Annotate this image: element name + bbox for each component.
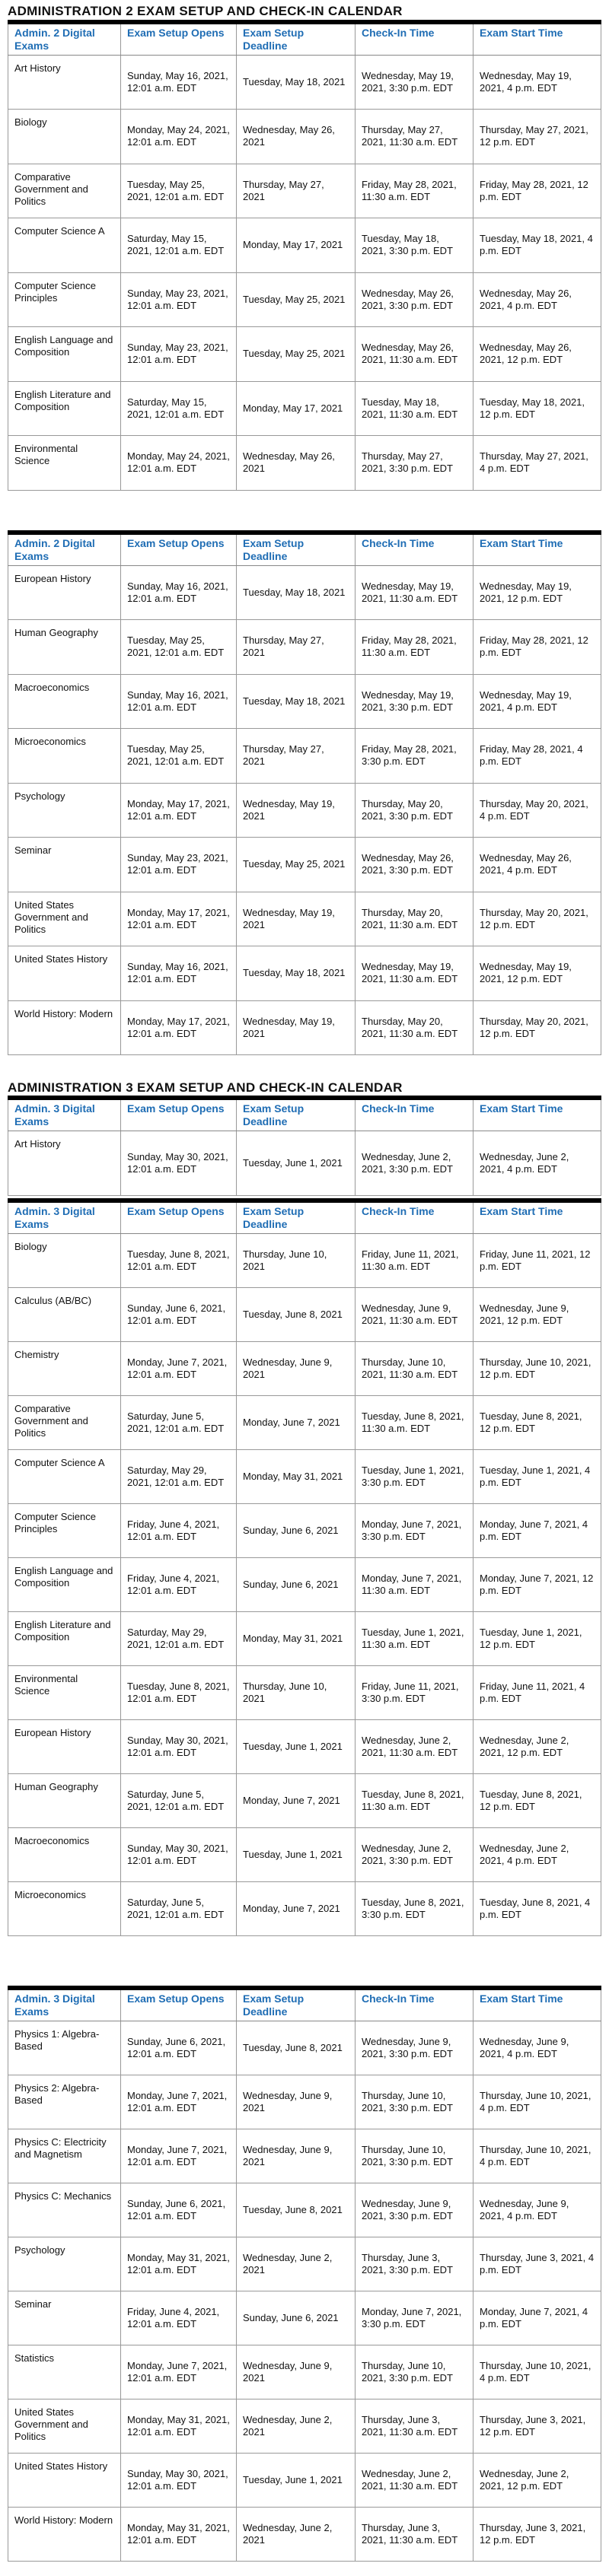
cell-exam-name: Microeconomics <box>8 1881 121 1935</box>
cell-start-time: Thursday, June 10, 2021, 4 p.m. EDT <box>473 2075 601 2129</box>
cell-setup-opens: Sunday, May 23, 2021, 12:01 a.m. EDT <box>121 838 237 892</box>
cell-setup-opens: Sunday, May 16, 2021, 12:01 a.m. EDT <box>121 55 237 110</box>
table-row <box>8 2453 601 2507</box>
cell-start-time: Thursday, June 3, 2021, 12 p.m. EDT <box>473 2399 601 2453</box>
cell-start-time: Thursday, May 27, 2021, 4 p.m. EDT <box>473 436 601 491</box>
cell-setup-deadline: Wednesday, May 19, 2021 <box>237 1000 356 1055</box>
admin3-schedule-table-3 <box>8 1986 601 2562</box>
cell-setup-opens: Sunday, May 30, 2021, 12:01 a.m. EDT <box>121 1719 237 1773</box>
cell-start-time: Friday, May 28, 2021, 12 p.m. EDT <box>473 620 601 675</box>
cell-exam-name: Physics 2: Algebra-Based <box>8 2075 121 2129</box>
cell-check-in-time: Friday, June 11, 2021, 3:30 p.m. EDT <box>356 1665 473 1719</box>
table-row <box>8 1341 601 1395</box>
cell-check-in-time: Wednesday, June 9, 2021, 3:30 p.m. EDT <box>356 2021 473 2075</box>
cell-setup-opens: Tuesday, May 25, 2021, 12:01 a.m. EDT <box>121 729 237 784</box>
cell-start-time: Tuesday, June 1, 2021, 4 p.m. EDT <box>473 1449 601 1503</box>
cell-setup-deadline: Tuesday, June 1, 2021 <box>237 2453 356 2507</box>
cell-setup-opens: Friday, June 4, 2021, 12:01 a.m. EDT <box>121 2291 237 2345</box>
table-row <box>8 1881 601 1935</box>
table-row <box>8 110 601 164</box>
cell-exam-name: World History: Modern <box>8 2507 121 2561</box>
cell-exam-name: European History <box>8 1719 121 1773</box>
cell-setup-opens: Monday, May 17, 2021, 12:01 a.m. EDT <box>121 783 237 838</box>
column-header-setup-opens: Exam Setup Opens <box>121 1988 237 2021</box>
cell-check-in-time: Wednesday, May 19, 2021, 3:30 p.m. EDT <box>356 55 473 110</box>
cell-check-in-time: Thursday, May 20, 2021, 11:30 a.m. EDT <box>356 1000 473 1055</box>
table-row <box>8 2237 601 2291</box>
cell-check-in-time: Tuesday, June 8, 2021, 11:30 a.m. EDT <box>356 1773 473 1827</box>
column-header-start-time: Exam Start Time <box>473 1201 601 1233</box>
table-header-row <box>8 1098 601 1131</box>
cell-exam-name: Macroeconomics <box>8 1827 121 1881</box>
table-row <box>8 1719 601 1773</box>
cell-exam-name: Computer Science Principles <box>8 272 121 327</box>
table-row <box>8 783 601 838</box>
admin3-schedule-table-1 <box>8 1096 601 1196</box>
cell-start-time: Wednesday, May 19, 2021, 4 p.m. EDT <box>473 674 601 729</box>
cell-start-time: Thursday, June 10, 2021, 12 p.m. EDT <box>473 1341 601 1395</box>
cell-setup-opens: Monday, June 7, 2021, 12:01 a.m. EDT <box>121 1341 237 1395</box>
cell-exam-name: World History: Modern <box>8 1000 121 1055</box>
cell-setup-deadline: Wednesday, June 9, 2021 <box>237 2129 356 2183</box>
table-row <box>8 1773 601 1827</box>
cell-exam-name: Microeconomics <box>8 729 121 784</box>
admin2-calendar-title: ADMINISTRATION 2 EXAM SETUP AND CHECK-IN CALENDAR <box>8 4 403 18</box>
cell-exam-name: Statistics <box>8 2345 121 2399</box>
cell-setup-deadline: Tuesday, May 18, 2021 <box>237 674 356 729</box>
cell-exam-name: Comparative Government and Politics <box>8 1395 121 1449</box>
table-header-row <box>8 533 601 565</box>
cell-start-time: Wednesday, May 26, 2021, 4 p.m. EDT <box>473 838 601 892</box>
cell-setup-opens: Sunday, June 6, 2021, 12:01 a.m. EDT <box>121 2021 237 2075</box>
cell-setup-deadline: Tuesday, May 18, 2021 <box>237 55 356 110</box>
column-header-exam-name: Admin. 3 Digital Exams <box>8 1988 121 2021</box>
cell-start-time: Tuesday, June 8, 2021, 12 p.m. EDT <box>473 1773 601 1827</box>
cell-exam-name: Macroeconomics <box>8 674 121 729</box>
cell-setup-opens: Monday, June 7, 2021, 12:01 a.m. EDT <box>121 2345 237 2399</box>
cell-check-in-time: Wednesday, June 9, 2021, 3:30 p.m. EDT <box>356 2183 473 2237</box>
column-header-check-in-time: Check-In Time <box>356 1988 473 2021</box>
column-header-check-in-time: Check-In Time <box>356 1098 473 1131</box>
cell-setup-deadline: Sunday, June 6, 2021 <box>237 1503 356 1557</box>
cell-setup-deadline: Tuesday, June 8, 2021 <box>237 2021 356 2075</box>
table-row <box>8 2507 601 2561</box>
cell-setup-opens: Monday, May 31, 2021, 12:01 a.m. EDT <box>121 2399 237 2453</box>
cell-start-time: Monday, June 7, 2021, 4 p.m. EDT <box>473 2291 601 2345</box>
cell-setup-deadline: Sunday, June 6, 2021 <box>237 2291 356 2345</box>
cell-setup-deadline: Wednesday, June 2, 2021 <box>237 2399 356 2453</box>
cell-setup-deadline: Wednesday, June 9, 2021 <box>237 2075 356 2129</box>
table-row <box>8 892 601 946</box>
cell-start-time: Thursday, June 10, 2021, 4 p.m. EDT <box>473 2129 601 2183</box>
table-row <box>8 838 601 892</box>
cell-check-in-time: Thursday, May 27, 2021, 3:30 p.m. EDT <box>356 436 473 491</box>
cell-start-time: Wednesday, June 9, 2021, 4 p.m. EDT <box>473 2183 601 2237</box>
cell-exam-name: United States Government and Politics <box>8 2399 121 2453</box>
cell-start-time: Wednesday, May 26, 2021, 4 p.m. EDT <box>473 272 601 327</box>
cell-start-time: Tuesday, May 18, 2021, 12 p.m. EDT <box>473 381 601 436</box>
table-row <box>8 1557 601 1611</box>
cell-start-time: Thursday, June 3, 2021, 12 p.m. EDT <box>473 2507 601 2561</box>
cell-check-in-time: Thursday, May 27, 2021, 11:30 a.m. EDT <box>356 110 473 164</box>
cell-setup-opens: Sunday, May 16, 2021, 12:01 a.m. EDT <box>121 565 237 620</box>
cell-check-in-time: Tuesday, June 1, 2021, 11:30 a.m. EDT <box>356 1611 473 1665</box>
cell-check-in-time: Wednesday, June 2, 2021, 11:30 a.m. EDT <box>356 2453 473 2507</box>
cell-setup-deadline: Wednesday, June 2, 2021 <box>237 2237 356 2291</box>
cell-exam-name: Seminar <box>8 838 121 892</box>
cell-setup-opens: Sunday, June 6, 2021, 12:01 a.m. EDT <box>121 1287 237 1341</box>
cell-setup-deadline: Wednesday, May 26, 2021 <box>237 436 356 491</box>
table-row <box>8 2129 601 2183</box>
cell-exam-name: Physics 1: Algebra-Based <box>8 2021 121 2075</box>
column-header-exam-name: Admin. 2 Digital Exams <box>8 533 121 565</box>
cell-check-in-time: Thursday, June 10, 2021, 11:30 a.m. EDT <box>356 1341 473 1395</box>
cell-check-in-time: Wednesday, May 26, 2021, 3:30 p.m. EDT <box>356 838 473 892</box>
column-header-check-in-time: Check-In Time <box>356 1201 473 1233</box>
cell-setup-opens: Friday, June 4, 2021, 12:01 a.m. EDT <box>121 1557 237 1611</box>
cell-check-in-time: Wednesday, June 2, 2021, 3:30 p.m. EDT <box>356 1131 473 1195</box>
table-row <box>8 620 601 675</box>
cell-start-time: Friday, May 28, 2021, 4 p.m. EDT <box>473 729 601 784</box>
cell-setup-opens: Monday, May 24, 2021, 12:01 a.m. EDT <box>121 110 237 164</box>
admin2-schedule-table-1 <box>8 20 601 491</box>
cell-check-in-time: Monday, June 7, 2021, 3:30 p.m. EDT <box>356 2291 473 2345</box>
table-row <box>8 729 601 784</box>
cell-setup-opens: Friday, June 4, 2021, 12:01 a.m. EDT <box>121 1503 237 1557</box>
cell-setup-opens: Sunday, June 6, 2021, 12:01 a.m. EDT <box>121 2183 237 2237</box>
cell-start-time: Thursday, May 27, 2021, 12 p.m. EDT <box>473 110 601 164</box>
cell-setup-deadline: Tuesday, May 25, 2021 <box>237 838 356 892</box>
cell-exam-name: English Language and Composition <box>8 1557 121 1611</box>
cell-setup-deadline: Tuesday, June 1, 2021 <box>237 1131 356 1195</box>
cell-setup-deadline: Monday, June 7, 2021 <box>237 1773 356 1827</box>
cell-setup-deadline: Monday, May 31, 2021 <box>237 1449 356 1503</box>
cell-exam-name: Biology <box>8 110 121 164</box>
table-row <box>8 2021 601 2075</box>
cell-setup-deadline: Wednesday, May 19, 2021 <box>237 783 356 838</box>
cell-exam-name: Computer Science A <box>8 1449 121 1503</box>
cell-setup-opens: Sunday, May 30, 2021, 12:01 a.m. EDT <box>121 1131 237 1195</box>
cell-exam-name: English Language and Composition <box>8 327 121 382</box>
table-row <box>8 272 601 327</box>
cell-setup-deadline: Tuesday, May 18, 2021 <box>237 946 356 1001</box>
cell-setup-deadline: Wednesday, May 19, 2021 <box>237 892 356 946</box>
table-row <box>8 1233 601 1287</box>
cell-exam-name: United States Government and Politics <box>8 892 121 946</box>
cell-exam-name: Physics C: Electricity and Magnetism <box>8 2129 121 2183</box>
cell-start-time: Thursday, May 20, 2021, 4 p.m. EDT <box>473 783 601 838</box>
cell-check-in-time: Monday, June 7, 2021, 11:30 a.m. EDT <box>356 1557 473 1611</box>
cell-check-in-time: Thursday, June 10, 2021, 3:30 p.m. EDT <box>356 2345 473 2399</box>
cell-setup-opens: Tuesday, May 25, 2021, 12:01 a.m. EDT <box>121 620 237 675</box>
cell-check-in-time: Thursday, June 3, 2021, 11:30 a.m. EDT <box>356 2507 473 2561</box>
column-header-setup-deadline: Exam Setup Deadline <box>237 1988 356 2021</box>
cell-check-in-time: Tuesday, May 18, 2021, 3:30 p.m. EDT <box>356 218 473 273</box>
cell-setup-opens: Monday, June 7, 2021, 12:01 a.m. EDT <box>121 2129 237 2183</box>
cell-check-in-time: Wednesday, June 2, 2021, 11:30 a.m. EDT <box>356 1719 473 1773</box>
cell-exam-name: English Literature and Composition <box>8 381 121 436</box>
table-row <box>8 1287 601 1341</box>
cell-start-time: Wednesday, June 2, 2021, 12 p.m. EDT <box>473 2453 601 2507</box>
cell-exam-name: Human Geography <box>8 620 121 675</box>
column-header-start-time: Exam Start Time <box>473 22 601 55</box>
cell-setup-deadline: Thursday, June 10, 2021 <box>237 1233 356 1287</box>
cell-start-time: Thursday, June 3, 2021, 4 p.m. EDT <box>473 2237 601 2291</box>
column-header-setup-deadline: Exam Setup Deadline <box>237 1098 356 1131</box>
admin2-schedule-table-2 <box>8 530 601 1055</box>
cell-setup-deadline: Tuesday, June 8, 2021 <box>237 1287 356 1341</box>
cell-setup-deadline: Thursday, May 27, 2021 <box>237 620 356 675</box>
cell-setup-opens: Saturday, June 5, 2021, 12:01 a.m. EDT <box>121 1881 237 1935</box>
cell-start-time: Tuesday, June 8, 2021, 4 p.m. EDT <box>473 1881 601 1935</box>
cell-setup-deadline: Monday, May 31, 2021 <box>237 1611 356 1665</box>
table-row <box>8 1131 601 1195</box>
cell-setup-deadline: Wednesday, May 26, 2021 <box>237 110 356 164</box>
cell-setup-opens: Saturday, June 5, 2021, 12:01 a.m. EDT <box>121 1773 237 1827</box>
cell-start-time: Tuesday, June 8, 2021, 12 p.m. EDT <box>473 1395 601 1449</box>
cell-setup-deadline: Tuesday, May 25, 2021 <box>237 327 356 382</box>
cell-setup-opens: Sunday, May 23, 2021, 12:01 a.m. EDT <box>121 327 237 382</box>
table-header-row <box>8 1201 601 1233</box>
cell-check-in-time: Wednesday, May 19, 2021, 11:30 a.m. EDT <box>356 565 473 620</box>
column-header-setup-deadline: Exam Setup Deadline <box>237 22 356 55</box>
cell-check-in-time: Tuesday, May 18, 2021, 11:30 a.m. EDT <box>356 381 473 436</box>
cell-start-time: Wednesday, May 26, 2021, 12 p.m. EDT <box>473 327 601 382</box>
cell-setup-opens: Sunday, May 23, 2021, 12:01 a.m. EDT <box>121 272 237 327</box>
table-row <box>8 1395 601 1449</box>
cell-setup-opens: Saturday, June 5, 2021, 12:01 a.m. EDT <box>121 1395 237 1449</box>
cell-setup-deadline: Wednesday, June 9, 2021 <box>237 2345 356 2399</box>
cell-setup-opens: Saturday, May 15, 2021, 12:01 a.m. EDT <box>121 381 237 436</box>
cell-setup-opens: Tuesday, May 25, 2021, 12:01 a.m. EDT <box>121 164 237 218</box>
cell-start-time: Wednesday, May 19, 2021, 4 p.m. EDT <box>473 55 601 110</box>
table-row <box>8 2183 601 2237</box>
column-header-setup-deadline: Exam Setup Deadline <box>237 533 356 565</box>
cell-exam-name: Environmental Science <box>8 436 121 491</box>
cell-setup-deadline: Wednesday, June 9, 2021 <box>237 1341 356 1395</box>
cell-setup-opens: Sunday, May 30, 2021, 12:01 a.m. EDT <box>121 1827 237 1881</box>
cell-check-in-time: Wednesday, June 2, 2021, 3:30 p.m. EDT <box>356 1827 473 1881</box>
cell-setup-deadline: Thursday, May 27, 2021 <box>237 164 356 218</box>
table-row <box>8 55 601 110</box>
cell-setup-deadline: Tuesday, May 25, 2021 <box>237 272 356 327</box>
table-row <box>8 327 601 382</box>
cell-setup-opens: Sunday, May 16, 2021, 12:01 a.m. EDT <box>121 946 237 1001</box>
column-header-exam-name: Admin. 2 Digital Exams <box>8 22 121 55</box>
table-row <box>8 1503 601 1557</box>
cell-check-in-time: Friday, May 28, 2021, 11:30 a.m. EDT <box>356 164 473 218</box>
table-header-row <box>8 22 601 55</box>
cell-exam-name: Environmental Science <box>8 1665 121 1719</box>
cell-setup-opens: Monday, May 24, 2021, 12:01 a.m. EDT <box>121 436 237 491</box>
cell-setup-deadline: Sunday, June 6, 2021 <box>237 1557 356 1611</box>
cell-setup-deadline: Thursday, June 10, 2021 <box>237 1665 356 1719</box>
column-header-setup-deadline: Exam Setup Deadline <box>237 1201 356 1233</box>
cell-start-time: Tuesday, June 1, 2021, 12 p.m. EDT <box>473 1611 601 1665</box>
cell-setup-opens: Monday, May 17, 2021, 12:01 a.m. EDT <box>121 892 237 946</box>
cell-setup-opens: Tuesday, June 8, 2021, 12:01 a.m. EDT <box>121 1233 237 1287</box>
table-row <box>8 1611 601 1665</box>
cell-check-in-time: Wednesday, May 26, 2021, 11:30 a.m. EDT <box>356 327 473 382</box>
cell-start-time: Wednesday, June 9, 2021, 4 p.m. EDT <box>473 2021 601 2075</box>
admin3-calendar-title: ADMINISTRATION 3 EXAM SETUP AND CHECK-IN CALENDAR <box>8 1080 403 1095</box>
cell-start-time: Wednesday, June 9, 2021, 12 p.m. EDT <box>473 1287 601 1341</box>
table-header-row <box>8 1988 601 2021</box>
cell-setup-deadline: Tuesday, May 18, 2021 <box>237 565 356 620</box>
cell-setup-deadline: Tuesday, June 8, 2021 <box>237 2183 356 2237</box>
table-row <box>8 218 601 273</box>
cell-check-in-time: Thursday, May 20, 2021, 3:30 p.m. EDT <box>356 783 473 838</box>
cell-start-time: Wednesday, June 2, 2021, 12 p.m. EDT <box>473 1719 601 1773</box>
cell-exam-name: Comparative Government and Politics <box>8 164 121 218</box>
cell-start-time: Wednesday, May 19, 2021, 12 p.m. EDT <box>473 565 601 620</box>
cell-check-in-time: Thursday, May 20, 2021, 11:30 a.m. EDT <box>356 892 473 946</box>
cell-start-time: Friday, June 11, 2021, 12 p.m. EDT <box>473 1233 601 1287</box>
cell-setup-opens: Tuesday, June 8, 2021, 12:01 a.m. EDT <box>121 1665 237 1719</box>
cell-start-time: Monday, June 7, 2021, 4 p.m. EDT <box>473 1503 601 1557</box>
cell-check-in-time: Thursday, June 3, 2021, 3:30 p.m. EDT <box>356 2237 473 2291</box>
cell-exam-name: Art History <box>8 1131 121 1195</box>
cell-check-in-time: Thursday, June 10, 2021, 3:30 p.m. EDT <box>356 2129 473 2183</box>
column-header-exam-name: Admin. 3 Digital Exams <box>8 1201 121 1233</box>
cell-exam-name: English Literature and Composition <box>8 1611 121 1665</box>
column-header-check-in-time: Check-In Time <box>356 533 473 565</box>
cell-setup-opens: Saturday, May 29, 2021, 12:01 a.m. EDT <box>121 1449 237 1503</box>
table-row <box>8 1665 601 1719</box>
column-header-setup-opens: Exam Setup Opens <box>121 1098 237 1131</box>
table-row <box>8 2291 601 2345</box>
cell-start-time: Friday, June 11, 2021, 4 p.m. EDT <box>473 1665 601 1719</box>
cell-start-time: Friday, May 28, 2021, 12 p.m. EDT <box>473 164 601 218</box>
cell-start-time: Monday, June 7, 2021, 12 p.m. EDT <box>473 1557 601 1611</box>
column-header-start-time: Exam Start Time <box>473 1988 601 2021</box>
cell-setup-deadline: Tuesday, June 1, 2021 <box>237 1827 356 1881</box>
cell-start-time: Wednesday, May 19, 2021, 12 p.m. EDT <box>473 946 601 1001</box>
cell-check-in-time: Thursday, June 3, 2021, 11:30 a.m. EDT <box>356 2399 473 2453</box>
cell-setup-deadline: Monday, June 7, 2021 <box>237 1881 356 1935</box>
cell-exam-name: United States History <box>8 946 121 1001</box>
cell-exam-name: Computer Science A <box>8 218 121 273</box>
cell-setup-opens: Saturday, May 29, 2021, 12:01 a.m. EDT <box>121 1611 237 1665</box>
cell-check-in-time: Thursday, June 10, 2021, 3:30 p.m. EDT <box>356 2075 473 2129</box>
column-header-exam-name: Admin. 3 Digital Exams <box>8 1098 121 1131</box>
cell-setup-opens: Saturday, May 15, 2021, 12:01 a.m. EDT <box>121 218 237 273</box>
cell-exam-name: Biology <box>8 1233 121 1287</box>
table-row <box>8 2399 601 2453</box>
column-header-setup-opens: Exam Setup Opens <box>121 22 237 55</box>
table-row <box>8 381 601 436</box>
column-header-setup-opens: Exam Setup Opens <box>121 1201 237 1233</box>
cell-setup-deadline: Thursday, May 27, 2021 <box>237 729 356 784</box>
column-header-start-time: Exam Start Time <box>473 1098 601 1131</box>
cell-setup-opens: Monday, May 17, 2021, 12:01 a.m. EDT <box>121 1000 237 1055</box>
cell-exam-name: Seminar <box>8 2291 121 2345</box>
cell-start-time: Thursday, May 20, 2021, 12 p.m. EDT <box>473 892 601 946</box>
table-row <box>8 1449 601 1503</box>
column-header-setup-opens: Exam Setup Opens <box>121 533 237 565</box>
cell-check-in-time: Wednesday, May 19, 2021, 11:30 a.m. EDT <box>356 946 473 1001</box>
cell-setup-opens: Monday, May 31, 2021, 12:01 a.m. EDT <box>121 2507 237 2561</box>
cell-check-in-time: Tuesday, June 1, 2021, 3:30 p.m. EDT <box>356 1449 473 1503</box>
cell-start-time: Thursday, June 10, 2021, 4 p.m. EDT <box>473 2345 601 2399</box>
column-header-check-in-time: Check-In Time <box>356 22 473 55</box>
cell-exam-name: European History <box>8 565 121 620</box>
table-row <box>8 1827 601 1881</box>
table-row <box>8 2345 601 2399</box>
cell-exam-name: Physics C: Mechanics <box>8 2183 121 2237</box>
cell-exam-name: Psychology <box>8 783 121 838</box>
cell-check-in-time: Wednesday, May 26, 2021, 3:30 p.m. EDT <box>356 272 473 327</box>
admin3-schedule-table-2 <box>8 1198 601 1936</box>
cell-setup-deadline: Tuesday, June 1, 2021 <box>237 1719 356 1773</box>
cell-exam-name: Chemistry <box>8 1341 121 1395</box>
cell-start-time: Tuesday, May 18, 2021, 4 p.m. EDT <box>473 218 601 273</box>
cell-exam-name: Computer Science Principles <box>8 1503 121 1557</box>
column-header-start-time: Exam Start Time <box>473 533 601 565</box>
table-row <box>8 164 601 218</box>
cell-check-in-time: Tuesday, June 8, 2021, 3:30 p.m. EDT <box>356 1881 473 1935</box>
table-row <box>8 565 601 620</box>
cell-check-in-time: Tuesday, June 8, 2021, 11:30 a.m. EDT <box>356 1395 473 1449</box>
cell-start-time: Wednesday, June 2, 2021, 4 p.m. EDT <box>473 1131 601 1195</box>
table-row <box>8 674 601 729</box>
cell-setup-deadline: Monday, June 7, 2021 <box>237 1395 356 1449</box>
cell-setup-deadline: Monday, May 17, 2021 <box>237 381 356 436</box>
table-row <box>8 1000 601 1055</box>
cell-setup-opens: Monday, June 7, 2021, 12:01 a.m. EDT <box>121 2075 237 2129</box>
table-row <box>8 946 601 1001</box>
cell-setup-opens: Sunday, May 16, 2021, 12:01 a.m. EDT <box>121 674 237 729</box>
cell-exam-name: Calculus (AB/BC) <box>8 1287 121 1341</box>
cell-check-in-time: Wednesday, May 19, 2021, 3:30 p.m. EDT <box>356 674 473 729</box>
cell-start-time: Wednesday, June 2, 2021, 4 p.m. EDT <box>473 1827 601 1881</box>
cell-exam-name: Human Geography <box>8 1773 121 1827</box>
cell-check-in-time: Friday, June 11, 2021, 11:30 a.m. EDT <box>356 1233 473 1287</box>
cell-setup-deadline: Wednesday, June 2, 2021 <box>237 2507 356 2561</box>
cell-check-in-time: Monday, June 7, 2021, 3:30 p.m. EDT <box>356 1503 473 1557</box>
table-row <box>8 436 601 491</box>
cell-check-in-time: Friday, May 28, 2021, 11:30 a.m. EDT <box>356 620 473 675</box>
cell-start-time: Thursday, May 20, 2021, 12 p.m. EDT <box>473 1000 601 1055</box>
cell-setup-opens: Sunday, May 30, 2021, 12:01 a.m. EDT <box>121 2453 237 2507</box>
cell-setup-opens: Monday, May 31, 2021, 12:01 a.m. EDT <box>121 2237 237 2291</box>
cell-check-in-time: Friday, May 28, 2021, 3:30 p.m. EDT <box>356 729 473 784</box>
cell-exam-name: Art History <box>8 55 121 110</box>
table-row <box>8 2075 601 2129</box>
cell-check-in-time: Wednesday, June 9, 2021, 11:30 a.m. EDT <box>356 1287 473 1341</box>
cell-exam-name: United States History <box>8 2453 121 2507</box>
cell-setup-deadline: Monday, May 17, 2021 <box>237 218 356 273</box>
cell-exam-name: Psychology <box>8 2237 121 2291</box>
